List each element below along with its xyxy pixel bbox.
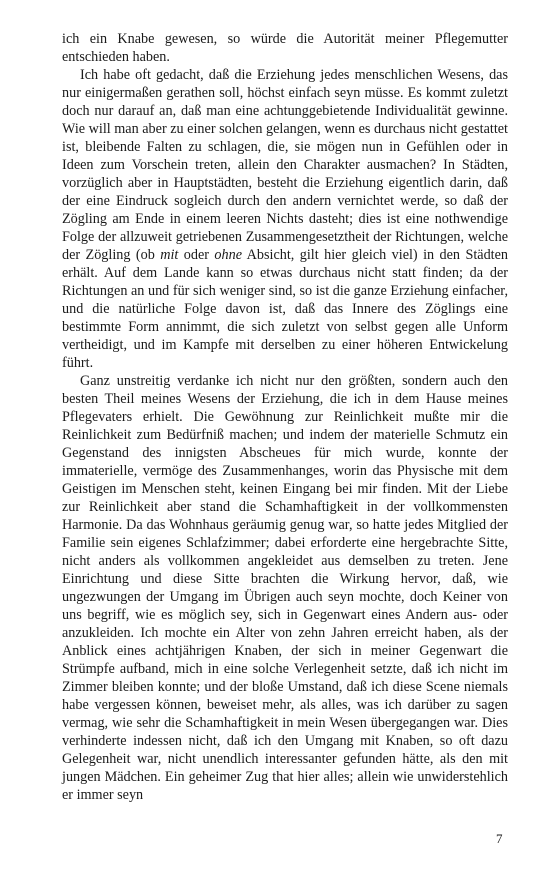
text-run: Absicht, gilt hier gleich viel) in den Städten erhält. Auf dem Lande kann so etwas durchaus nicht statt finden; da der Richtungen an und für sich weniger sind, so ist die ganze Erziehung einfacher, und die natürliche Folge davon ist, daß das Innere des Zöglings eine bestimmte Form annimmt, die sich zuletzt von selbst gegen alle Unform vertheidigt, und im Kampfe mit derselben zu einer höheren Entwickelung führt. bbox=[62, 247, 508, 371]
text-run: oder bbox=[178, 247, 215, 263]
italic-text: ohne bbox=[214, 247, 243, 263]
text-run: Ich habe oft gedacht, daß die Erziehung jedes menschlichen Wesens, das nur einigermaßen gerathen soll, höchst einfach seyn müsse. Es kommt zuletzt doch nur darauf an, daß man eine achtunggebietende Individualität gewinne. Wie will man aber zu einer solchen gelangen, wenn es durchaus nicht gestattet ist, bleibende Falten zu schlagen, die, sie mögen nun in Gefühlen oder in Ideen zum Vorschein treten, allein den Charakter ausmachen? In Städten, vorzüglich aber in Hauptstädten, besteht die Erziehung eigentlich darin, daß der eine Eindruck sogleich durch den andern vernichtet werde, so daß der Zögling am Ende in einem leeren Nichts dasteht; dies ist eine nothwendige Folge der allzuweit getriebenen Zusammengesetztheit der Richtungen, welche der Zögling (ob bbox=[62, 67, 508, 263]
book-page-text bbox=[62, 30, 508, 804]
paragraph bbox=[62, 30, 508, 66]
text-run: Ganz unstreitig verdanke ich nicht nur den größten, sondern auch den besten Theil meines Wesens der Erziehung, die ich in dem Hause meines Pflegevaters erhielt. Die Gewöhnung zur Reinlichkeit mußte mir die Reinlichkeit zum Bedürfniß machen; und indem der materielle Schmutz ein Gegenstand des innigsten Abscheues für mich wurde, konnte der immaterielle, vermöge des Zusammenhanges, worin das Physische mit dem Geistigen im Menschen steht, keinen Eingang bei mir finden. Mit der Liebe zur Reinlichkeit aber stand die Schamhaftigkeit in der vollkommensten Harmonie. Da das Wohnhaus geräumig genug war, so hatte jedes Mitglied der Familie sein eigenes Schlafzimmer; dabei erforderte eine hergebrachte Sitte, nicht anders als vollkommen angekleidet aus demselben zu treten. Jene Einrichtung und diese Sitte brachten die Wirkung hervor, daß, wie ungezwungen der Umgang im Übrigen auch seyn mochte, doch Keiner von uns begriff, wie es möglich sey, sich in Gegenwart eines Andern aus- oder anzukleiden. Ich mochte ein Alter von zehn Jahren erreicht haben, als der Anblick eines achtjährigen Knaben, der sich in meiner Gegenwart die Strümpfe aufband, mich in eine solche Verlegenheit setzte, daß ich nicht im Zimmer bleiben konnte; und der bloße Umstand, daß ich diese Scene niemals habe vergessen können, beweiset mehr, als alles, was ich darüber zu sagen vermag, wie sehr die Schamhaftigkeit in mein Wesen übergegangen war. Dies verhinderte indessen nicht, daß ich den Umgang mit Knaben, so oft dazu Gelegenheit war, nicht unendlich interessanter gefunden hätte, als den mit jungen Mädchen. Ein geheimer Zug that hier alles; allein wie unwiderstehlich er immer seyn bbox=[62, 373, 508, 803]
paragraph bbox=[62, 372, 508, 804]
text-run: ich ein Knabe gewesen, so würde die Autorität meiner Pflegemutter entschieden haben. bbox=[62, 31, 508, 65]
page-number: 7 bbox=[496, 831, 503, 846]
italic-text: mit bbox=[160, 247, 179, 263]
paragraph bbox=[62, 66, 508, 372]
